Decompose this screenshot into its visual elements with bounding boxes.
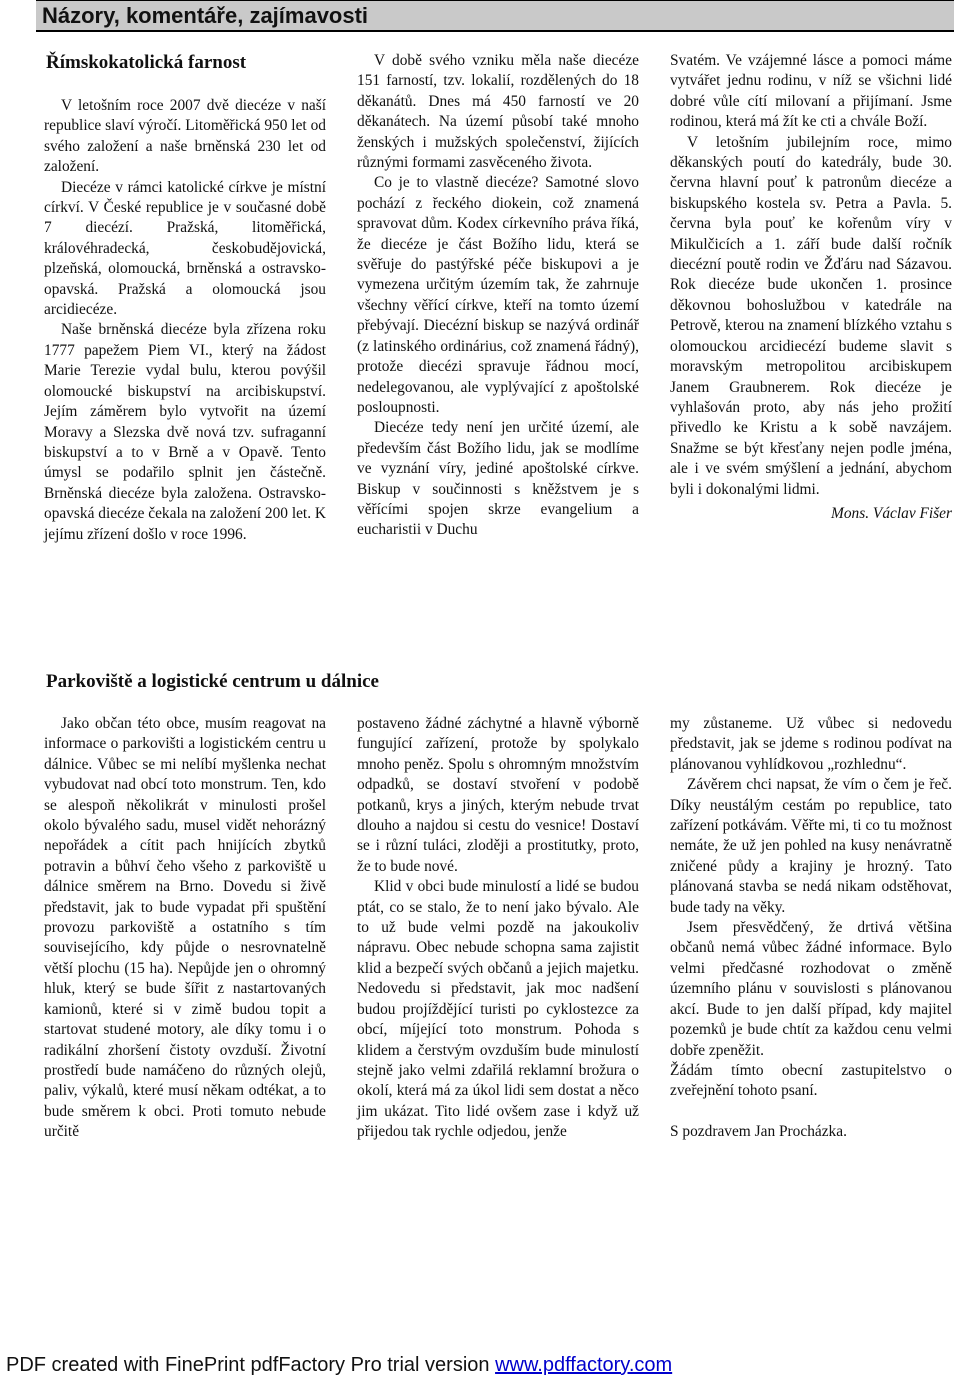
paragraph: V letošním jubilejním roce, mimo děkanských poutí do katedrály, bude 30. června hlavní pouť k patronům diecéze a biskupského kostela sv. Petra a Pavla. 5. června byla pouť ke kořenům víry v Mikulčicích a 1. září bude další ročník diecézní poutě rodin ve Žďáru nad Sázavou. Rok diecéze bude ukončen 1. prosince děkovnou bohoslužbou v katedrále na Petrově, kterou na znamení blízkého vztahu s olomouckou arcidiecézí budeme slavit s moravským metropolitou arcibiskupem Janem Graubnerem. Rok diecéze je vyhlašován proto, aby nás jeho prožití přivedlo ke Kristu a k sobě navzájem. Snažme se být křesťany nejen podle jména, ale i ve svém smýšlení a jednání, abychom byli i dokonalými lidmi. [670, 133, 952, 498]
section-header [36, 0, 954, 32]
article2-column-1 [44, 714, 326, 1143]
paragraph: V letošním roce 2007 dvě diecéze v naší republice slaví výročí. Litoměřická 950 let od svého založení a naše brněnská 230 let od založení. [44, 97, 326, 176]
paragraph: Závěrem chci napsat, že vím o čem je řeč. Díky neustálým cestám po republice, tato zařízení potkávám. Věřte mi, ti co tu možnost nemáte, že už jen pohled na kusy nenávratně zničené půdy a krajiny je hrozný. Tato plánovaná stavba se nedá nikam odstěhovat, bude tady na věky. [670, 776, 952, 916]
paragraph: my zůstaneme. Už vůbec si nedovedu představit, jak se jdeme s rodinou podívat na plánovanou vyhlídkovou „rozhlednu“. [670, 715, 952, 773]
author-signature: S pozdravem Jan Procházka. [670, 1122, 847, 1140]
paragraph: V době svého vzniku měla naše diecéze 151 farností, tzv. lokalií, rozdělených do 18 děkanátů. Dnes má 450 farností ve 20 děkanátech. Na území působí také mnoho ženských i mužských společenství, žijících různými formami zasvěceného života. [357, 52, 639, 172]
article2-column-3 [670, 714, 952, 1142]
article1-column-3 [670, 51, 952, 524]
footer-link[interactable]: www.pdffactory.com [495, 1354, 673, 1376]
pdf-footer [6, 1354, 672, 1377]
paragraph: Klid v obci bude minulostí a lidé se budou ptát, co se stalo, že to není jako bývalo. Ale to už bude velmi pozdě na jakoukoliv nápravu. Obec nebude schopna sama zajistit klid a bezpečí svých občanů a jejich majetku. Nedovedu si představit, jak moc nadšení budou projíždějící turisti po cyklostezce za obcí, míjející toto monstrum. Pohoda s klidem a čerstvým ovzduším bude minulostí stejně jako velmi zdařilá reklamní brožura o okolí, která má za úkol lidi sem dostat a něco jim ukázat. Tito lidé ovšem zase i když už přijedou tak rychle odjedou, jenže [357, 878, 639, 1141]
paragraph: Žádám tímto obecní zastupitelstvo o zveřejnění tohoto psaní. [670, 1061, 952, 1100]
article2-column-2 [357, 714, 639, 1143]
section-title: Názory, komentáře, zajímavosti [42, 3, 369, 28]
paragraph: Co je to vlastně diecéze? Samotné slovo pochází z řeckého diokein, což znamená spravovat dům. Kodex církevního práva říká, že diecéze je část Božího lidu, která se svěřuje do pastýřské péče biskupovi a je vymezena určitým územím tak, že zahrnuje všechny věřící církve, kteří na tomto území přebývají. Diecézní biskup se nazývá ordinář (z latinského ordinárius, což znamená řádný), protože diecézi spravuje řádnou mocí, nedelegovanou, ale vyplývající z apoštolské posloupnosti. [357, 174, 639, 416]
article1-column-2 [357, 51, 639, 541]
paragraph: Diecéze tedy není jen určité území, ale především část Božího lidu, jak se modlíme ve vyznání víry, jediné apoštolské církve. Biskup v součinnosti s kněžstvem je s věřícími spojen skrze evangelium a eucharistii v Duchu [357, 419, 639, 539]
paragraph: Svatém. Ve vzájemné lásce a pomoci máme vytvářet jednu rodinu, v níž se všichni lidé dobré vůle cítí milovaní a přijímaní. Jsme rodinou, která má žít ke cti a chvále Boží. [670, 52, 952, 131]
paragraph: Jsem přesvědčený, že drtivá většina občanů nemá vůbec žádné informace. Bylo velmi předčasné rozhodovat o změně územního plánu v souvislosti s plánovanou akcí. Bude to jen další případ, kdy majitel pozemků je bude chtít za každou cenu velmi dobře zpeněžit. [670, 919, 952, 1059]
paragraph: Naše brněnská diecéze byla zřízena roku 1777 papežem Piem VI., který na žádost Marie Terezie vydal bulu, kterou povýšil olomoucké biskupství na arcibiskupství. Jejím záměrem bylo vytvořit na území Moravy a Slezska dvě nová tzv. sufraganní biskupství a to v Brně a v Opavě. Tento úmysl se podařilo splnit jen částečně. Brněnská diecéze byla založena. Ostravsko-opavská diecéze čekala na založení 200 let. K jejímu zřízení došlo v roce 1996. [44, 321, 327, 543]
author-signature: Mons. Václav Fišer [831, 504, 952, 522]
article-title-parkoviste: Parkoviště a logistické centrum u dálnice [46, 671, 379, 692]
article1-column-1 [44, 96, 326, 545]
paragraph: Jako občan této obce, musím reagovat na informace o parkovišti a logistickém centru u dálnice. Vůbec se mi nelíbí myšlenka nechat vybudovat nad obcí toto monstrum. Ten, kdo se alespoň několikrát v minulosti prošel okolo bývalého sadu, musel vidět nehorázný nepořádek a cítit pach hnijících zbytků potravin a bůhví čeho všeho z parkoviště u dálnice směrem na Brno. Dovedu si živě představit, jak to bude vypadat při spuštění provozu parkoviště a ostatního s tím souvisejícího, kdy půjde o nesrovnatelně větší plochu (15 ha). Nepůjde jen o ohromný hluk, který se bude šířit z nastartovaných kamionů, které si v zimě budou topit a startovat studené motory, ale díky tomu i o radikální zhoršení čistoty ovzduší. Životní prostředí bude namáčeno do různých olejů, paliv, výkalů, které musí někam odtékat, a to bude směrem k obci. Proti tomuto nebude určitě [44, 715, 326, 1141]
footer-text: PDF created with FinePrint pdfFactory Pro trial version [6, 1354, 496, 1376]
article-title-farnost: Římskokatolická farnost [46, 52, 247, 73]
paragraph: Diecéze v rámci katolické církve je místní církví. V České republice je v současné době 7 diecézí. Pražská, litoměřická, královéhradecká, českobudějovická, plzeňská, olomoucká, brněnská a ostravsko-opavská. Pražská a olomoucká jsou arcidiecéze. [44, 178, 326, 319]
paragraph: postaveno žádné záchytné a hlavně výborně fungující zařízení, protože by spolykalo mnoho peněz. Spolu s ohromným množstvím odpadků, se dostaví stvoření v podobě potkanů, krys a jiných, kterým nebude trvat dlouho a najdou si cestu do vesnice! Dostaví se i různí tuláci, zloději a prostitutky, proto, že to bude nové. [357, 715, 639, 875]
